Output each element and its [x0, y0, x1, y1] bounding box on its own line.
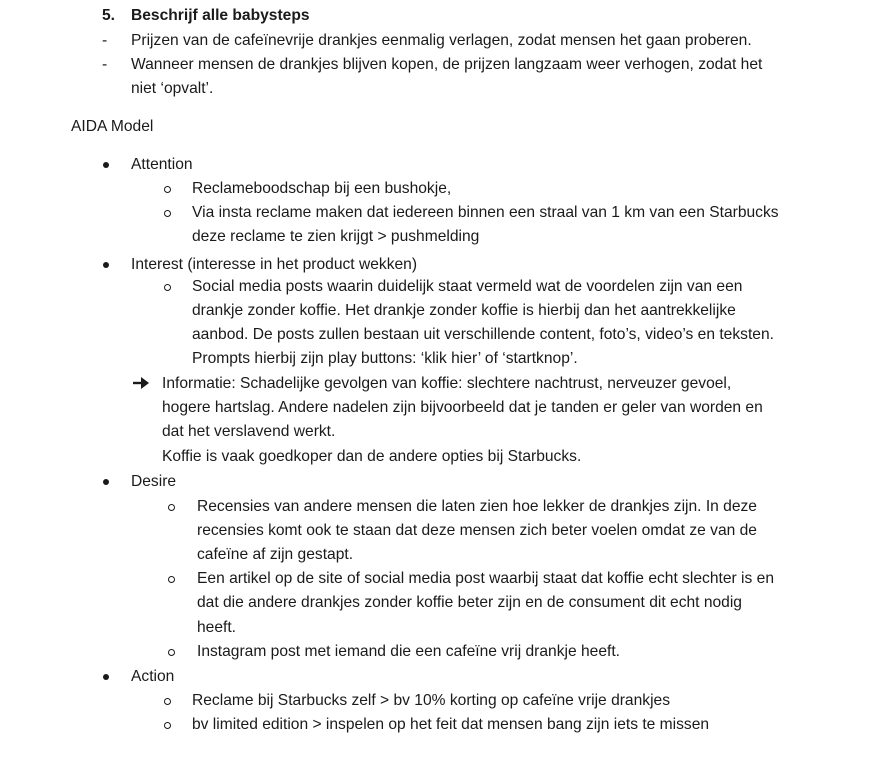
circle-bullet-icon — [168, 576, 175, 583]
sub-item-text: aanbod. De posts zullen bestaan uit verschillende content, foto’s, video’s en teksten. — [192, 326, 774, 343]
section-heading: Beschrijf alle babysteps — [131, 7, 310, 24]
circle-bullet-icon — [164, 698, 171, 705]
info-text: dat het verslavend werkt. — [162, 423, 336, 440]
sub-item-text: Reclame bij Starbucks zelf > bv 10% korting op cafeïne vrije drankjes — [192, 692, 671, 709]
aida-title: AIDA Model — [71, 118, 154, 135]
aida-attention-label: Attention — [131, 156, 193, 173]
sub-item-text: Instagram post met iemand die een cafeïne vrij drankje heeft. — [197, 643, 620, 660]
bullet-icon — [103, 162, 109, 168]
sub-item-text: dat die andere drankjes zonder koffie beter zijn en de consument dit echt nodig — [197, 594, 742, 611]
circle-bullet-icon — [164, 722, 171, 729]
info-text: Informatie: Schadelijke gevolgen van koffie: slechtere nachtrust, nerveuzer gevoel, — [162, 375, 732, 392]
sub-item-text: cafeïne af zijn gestapt. — [197, 546, 354, 563]
section-number: 5. — [102, 7, 116, 24]
circle-bullet-icon — [164, 284, 171, 291]
sub-item-text: heeft. — [197, 619, 237, 636]
sub-item-text: bv limited edition > inspelen op het feit dat mensen bang zijn iets te missen — [192, 716, 710, 733]
sub-item-text: Via insta reclame maken dat iedereen binnen een straal van 1 km van een Starbucks — [192, 204, 779, 221]
bullet-icon — [103, 479, 109, 485]
aida-desire-label: Desire — [131, 473, 177, 490]
info-text: hogere hartslag. Andere nadelen zijn bijvoorbeeld dat je tanden er geler van worden en — [162, 399, 763, 416]
dash-marker: - — [102, 32, 108, 49]
sub-item-text: Prompts hierbij zijn play buttons: ‘klik hier’ of ‘startknop’. — [192, 350, 578, 367]
babystep-text: niet ‘opvalt’. — [131, 80, 214, 97]
sub-item-text: deze reclame te zien krijgt > pushmelding — [192, 228, 480, 245]
aida-interest-label: Interest (interesse in het product wekken) — [131, 256, 418, 273]
circle-bullet-icon — [164, 210, 171, 217]
info-text: Koffie is vaak goedkoper dan de andere opties bij Starbucks. — [162, 448, 582, 465]
babystep-text: Prijzen van de cafeïnevrije drankjes eenmalig verlagen, zodat mensen het gaan proberen. — [131, 32, 752, 49]
dash-marker: - — [102, 56, 108, 73]
arrow-right-icon — [132, 376, 152, 390]
circle-bullet-icon — [168, 504, 175, 511]
sub-item-text: Een artikel op de site of social media post waarbij staat dat koffie echt slechter is en — [197, 570, 774, 587]
aida-action-label: Action — [131, 668, 175, 685]
sub-item-text: Recensies van andere mensen die laten zien hoe lekker de drankjes zijn. In deze — [197, 498, 757, 515]
babystep-text: Wanneer mensen de drankjes blijven kopen, de prijzen langzaam weer verhogen, zodat het — [131, 56, 763, 73]
sub-item-text: Reclameboodschap bij een bushokje, — [192, 180, 452, 197]
sub-item-text: recensies komt ook te staan dat deze mensen zich beter voelen omdat ze van de — [197, 522, 757, 539]
circle-bullet-icon — [168, 649, 175, 656]
circle-bullet-icon — [164, 186, 171, 193]
sub-item-text: Social media posts waarin duidelijk staat vermeld wat de voordelen zijn van een — [192, 278, 743, 295]
sub-item-text: drankje zonder koffie. Het drankje zonder koffie is hierbij dan het aantrekkelijke — [192, 302, 736, 319]
bullet-icon — [103, 674, 109, 680]
bullet-icon — [103, 262, 109, 268]
